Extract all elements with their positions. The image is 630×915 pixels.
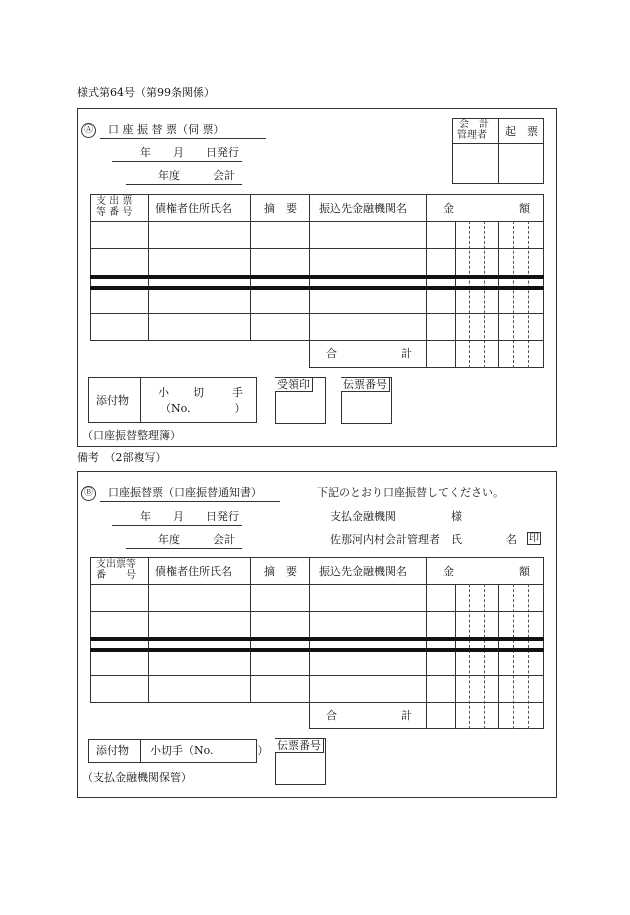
manager-label-top: 会 計 [459, 119, 489, 130]
manager-line: 佐那河内村会計管理者 氏 名 [330, 533, 517, 546]
section-a-fiscal-line: 年度 会計 [158, 169, 235, 182]
seal-mark: 印 [529, 533, 539, 544]
section-a-title: 口 座 振 替 票（伺 票） [108, 123, 225, 136]
b-tear-line-bottom [90, 648, 544, 652]
section-a-title-underline [100, 138, 266, 139]
b-voucher-no-label: 伝票番号 [275, 739, 324, 753]
a-tear-line-bottom [90, 286, 544, 290]
a-check-label-2: 切 [193, 386, 204, 399]
drafter-label: 起 票 [505, 125, 538, 138]
section-b-issue-line: 年 月 日発行 [140, 510, 239, 523]
a-header-amount-2: 額 [519, 202, 530, 215]
b-header-summary: 摘 要 [264, 565, 297, 578]
a-tear-line-top [90, 275, 544, 279]
a-header-summary: 摘 要 [264, 202, 297, 215]
b-header-amount-1: 金 [443, 565, 454, 578]
manager-label-bottom: 管理者 [457, 130, 487, 141]
a-register-note: （口座振替整理簿） [82, 429, 181, 442]
form-title: 様式第64号（第99条関係） [77, 86, 215, 99]
section-b-title: 口座振替票（口座振替通知書） [108, 486, 262, 499]
section-a-issue-underline [112, 161, 242, 162]
a-total-label-1: 合 [326, 347, 337, 360]
a-header-amount-1: 金 [443, 202, 454, 215]
a-header-creditor: 債権者住所氏名 [155, 202, 232, 215]
section-b-fiscal-underline [126, 548, 242, 549]
section-b-mark: Ⓑ [81, 486, 96, 501]
a-attachment-label: 添付物 [96, 394, 129, 407]
remark: 備考 （2部複写） [77, 451, 167, 464]
b-header-amount-2: 額 [519, 565, 530, 578]
b-check-text: 小切手（No. ） [150, 744, 269, 757]
b-custody-note: （支払金融機関保管） [82, 771, 192, 784]
paying-bank: 支払金融機関 様 [330, 510, 462, 523]
b-header-voucher-1: 支出票等 [96, 559, 136, 570]
a-check-label-1: 小 [158, 386, 169, 399]
section-a-issue-line: 年 月 日発行 [140, 146, 239, 159]
b-header-creditor: 債権者住所氏名 [155, 565, 232, 578]
section-a-mark: Ⓐ [81, 123, 96, 138]
b-total-label-1: 合 [326, 709, 337, 722]
section-a-fiscal-underline [126, 184, 242, 185]
section-b-issue-underline [112, 525, 242, 526]
receipt-seal-label: 受領印 [275, 378, 313, 392]
b-total-label-2: 計 [401, 709, 412, 722]
a-header-voucher-1: 支 出 票 [96, 196, 133, 207]
a-header-voucher-2: 等 番 号 [96, 207, 133, 218]
b-tear-line-top [90, 637, 544, 641]
a-voucher-no-label: 伝票番号 [341, 378, 390, 392]
a-header-bank: 振込先金融機関名 [319, 202, 407, 215]
b-attachment-label: 添付物 [96, 744, 129, 757]
a-check-no: （No. ） [160, 402, 246, 415]
section-b-title-underline [100, 501, 280, 502]
b-header-voucher-2: 番 号 [96, 570, 136, 581]
a-total-label-2: 計 [401, 347, 412, 360]
section-b-fiscal-line: 年度 会計 [158, 533, 235, 546]
b-header-bank: 振込先金融機関名 [319, 565, 407, 578]
section-b-instruction: 下記のとおり口座振替してください。 [317, 486, 504, 499]
a-check-label-3: 手 [232, 386, 243, 399]
